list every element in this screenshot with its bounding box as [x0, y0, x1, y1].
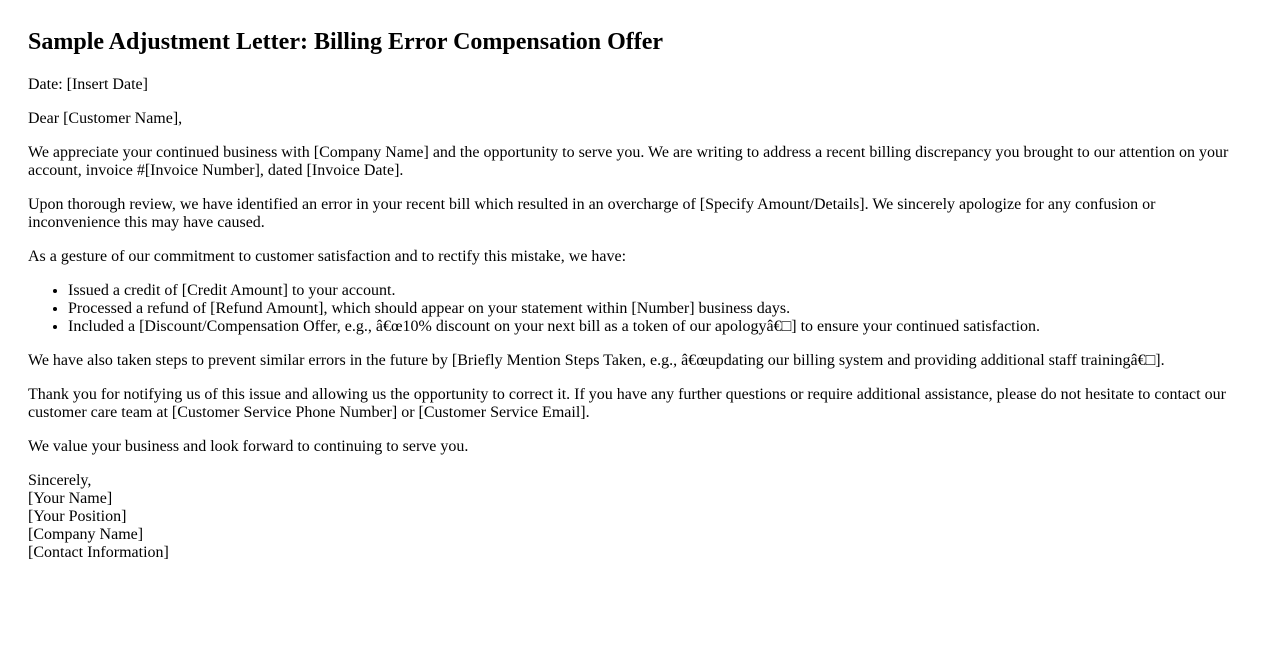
gesture-paragraph: As a gesture of our commitment to customer satisfaction and to rectify this mistake, we have:	[28, 248, 627, 265]
signature-position: [Your Position]	[28, 508, 127, 525]
error-paragraph: Upon thorough review, we have identified an error in your recent bill which resulted in an overcharge of [Specify Amount/Details]. We sincerely apologize for any confusion or inconvenience this may have caused.	[28, 196, 1156, 231]
signature-company: [Company Name]	[28, 526, 144, 543]
salutation: Dear [Customer Name],	[28, 110, 183, 127]
signature-block	[28, 472, 1250, 562]
list-item: • Issued a credit of [Credit Amount] to your account.	[68, 282, 1250, 300]
page-title: Sample Adjustment Letter: Billing Error Compensation Offer	[28, 29, 664, 55]
intro-paragraph: We appreciate your continued business with [Company Name] and the opportunity to serve you. We are writing to address a recent billing discrepancy you brought to our attention on your account, invoice #[Invoice Number], dated [Invoice Date].	[28, 144, 1229, 179]
signature-name: [Your Name]	[28, 490, 113, 507]
list-item: • Included a [Discount/Compensation Offer, e.g., â€œ10% discount on your next bill as a token of our apologyâ€□] to ensure your continued satisfaction.	[68, 318, 1250, 336]
contact-paragraph: Thank you for notifying us of this issue and allowing us the opportunity to correct it. If you have any further questions or require additional assistance, please do not hesitate to contact our customer care team at [Customer Service Phone Number] or [Customer Service Email].	[28, 386, 1226, 421]
date-line: Date: [Insert Date]	[28, 76, 148, 93]
list-item: • Processed a refund of [Refund Amount], which should appear on your statement within [Number] business days.	[68, 300, 1250, 318]
prevention-paragraph: We have also taken steps to prevent similar errors in the future by [Briefly Mention Steps Taken, e.g., â€œupdating our billing system and providing additional staff trainingâ€□].	[28, 352, 1165, 369]
actions-list	[28, 282, 1250, 336]
signature-contact: [Contact Information]	[28, 544, 169, 561]
closing-paragraph: We value your business and look forward to continuing to serve you.	[28, 438, 469, 455]
signature-closing: Sincerely,	[28, 472, 92, 489]
